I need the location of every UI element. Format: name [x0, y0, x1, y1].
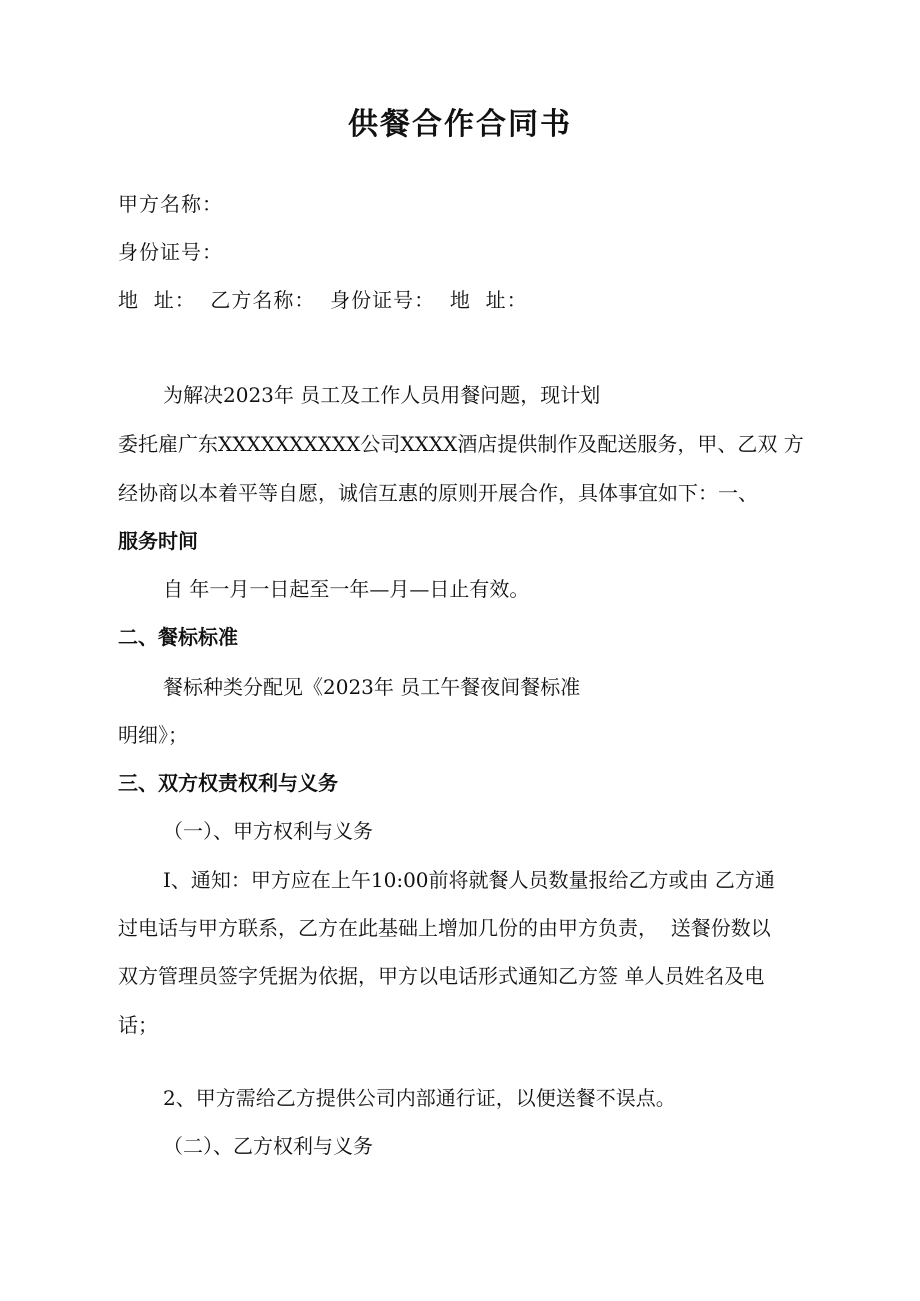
- section-heading-service-time: 服务时间: [118, 529, 198, 553]
- paragraph-line: 话；: [118, 1013, 158, 1037]
- paragraph-line: 过电话与甲方联系，乙方在此基础上增加几份的由甲方负责， 送餐份数以: [118, 916, 771, 940]
- section-heading-meal-standard: 二、餐标标准: [118, 625, 238, 649]
- paragraph-line: 2、甲方需给乙方提供公司内部通行证，以便送餐不误点。: [163, 1086, 676, 1110]
- section-heading-rights-obligations: 三、双方权责权利与义务: [118, 771, 338, 795]
- paragraph-line: 经协商以本着平等自愿，诚信互惠的原则开展合作，具体事宜如下：一、: [118, 481, 758, 505]
- paragraph-line: 餐标种类分配见《2023年 员工午餐夜间餐标准: [163, 675, 581, 699]
- subsection-heading-party-b: （二）、乙方权利与义务: [163, 1134, 373, 1158]
- subsection-heading-party-a: （一）、甲方权利与义务: [163, 819, 373, 843]
- address-party-b-line: 地 址： 乙方名称： 身份证号： 地 址：: [118, 288, 528, 312]
- paragraph-line: 双方管理员签字凭据为依据，甲方以电话形式通知乙方签 单人员姓名及电: [118, 964, 765, 988]
- paragraph-line: 明细》；: [118, 723, 188, 747]
- party-a-id-line: 身份证号：: [118, 240, 223, 264]
- paragraph-line: I、通知：甲方应在上午10:00前将就餐人员数量报给乙方或由 乙方通: [163, 868, 775, 892]
- paragraph-line: 为解决2023年 员工及工作人员用餐问题，现计划: [163, 383, 601, 407]
- party-a-name-line: 甲方名称：: [118, 192, 223, 216]
- paragraph-line: 自 年一月一日起至一年—月—日止有效。: [163, 577, 530, 601]
- document-title: 供餐合作合同书: [348, 107, 572, 142]
- paragraph-line: 委托雇广东XXXXXXXXXX公司XXXX酒店提供制作及配送服务，甲、乙双 方: [118, 432, 804, 456]
